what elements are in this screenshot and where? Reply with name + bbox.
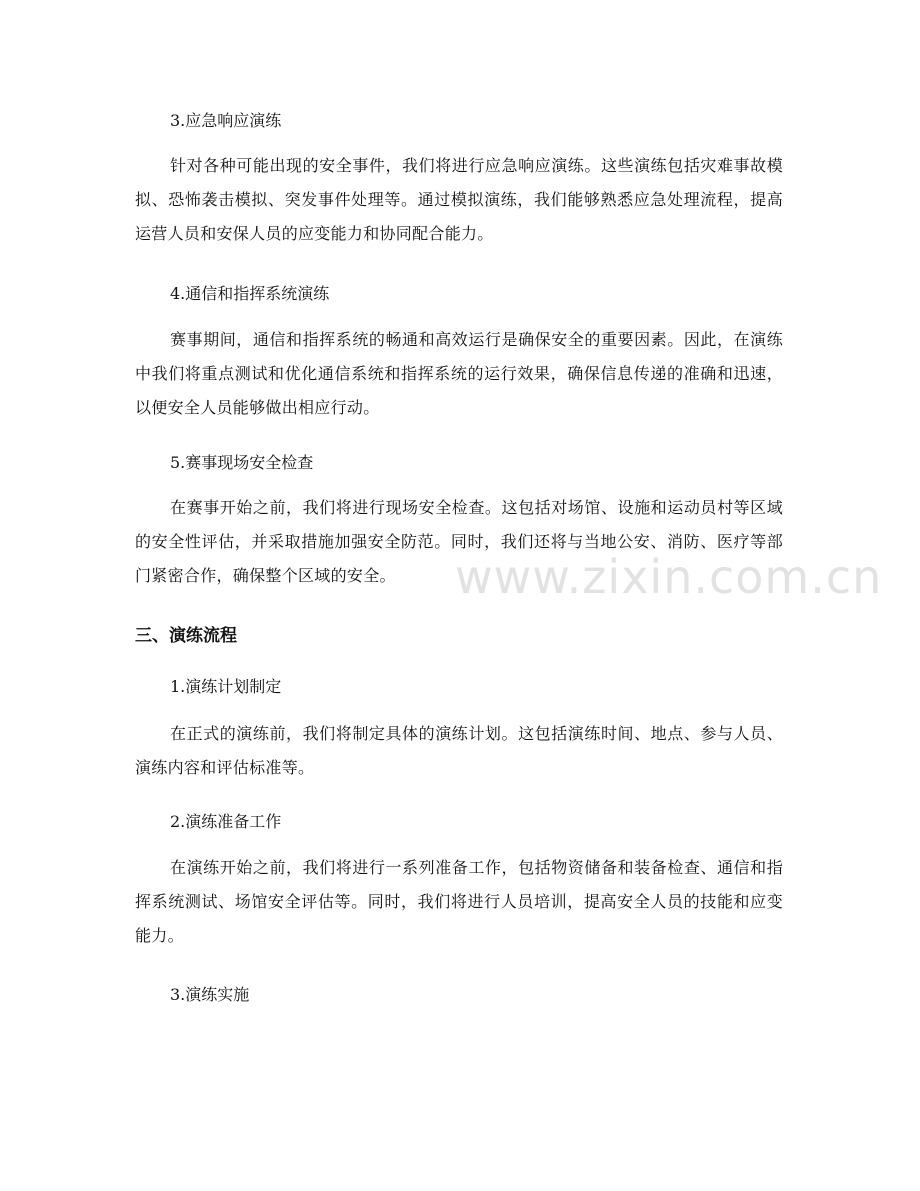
item-paragraph-drill-preparation: 在演练开始之前，我们将进行一系列准备工作，包括物资储备和装备检查、通信和指挥系统测试、场馆安全评估等。同时，我们将进行人员培训，提高安全人员的技能和应变能力。	[135, 858, 783, 945]
item-heading-drill-preparation: 2.演练准备工作	[170, 812, 282, 831]
item-heading-communication-drill: 4.通信和指挥系统演练	[170, 284, 330, 303]
watermark: www.zixin.com.cn	[455, 550, 883, 604]
item-paragraph-communication-drill: 赛事期间，通信和指挥系统的畅通和高效运行是确保安全的重要因素。因此，在演练中我们将重点测试和优化通信系统和指挥系统的运行效果，确保信息传递的准确和迅速，以便安全人员能够做出相应行动。	[135, 330, 783, 417]
item-heading-drill-plan: 1.演练计划制定	[170, 677, 282, 696]
item-heading-emergency-drill: 3.应急响应演练	[170, 111, 282, 130]
item-paragraph-emergency-drill: 针对各种可能出现的安全事件，我们将进行应急响应演练。这些演练包括灾难事故模拟、恐怖袭击模拟、突发事件处理等。通过模拟演练，我们能够熟悉应急处理流程，提高运营人员和安保人员的应变能力和协同配合能力。	[135, 156, 783, 243]
item-heading-drill-execution: 3.演练实施	[170, 985, 250, 1004]
section-title: 三、演练流程	[135, 626, 237, 646]
item-paragraph-drill-plan: 在正式的演练前，我们将制定具体的演练计划。这包括演练时间、地点、参与人员、演练内容和评估标准等。	[135, 724, 783, 777]
item-heading-site-safety-check: 5.赛事现场安全检查	[170, 453, 314, 472]
item-paragraph-site-safety-check: 在赛事开始之前，我们将进行现场安全检查。这包括对场馆、设施和运动员村等区域的安全性评估，并采取措施加强安全防范。同时，我们还将与当地公安、消防、医疗等部门紧密合作，确保整个区域的安全。	[135, 498, 783, 585]
